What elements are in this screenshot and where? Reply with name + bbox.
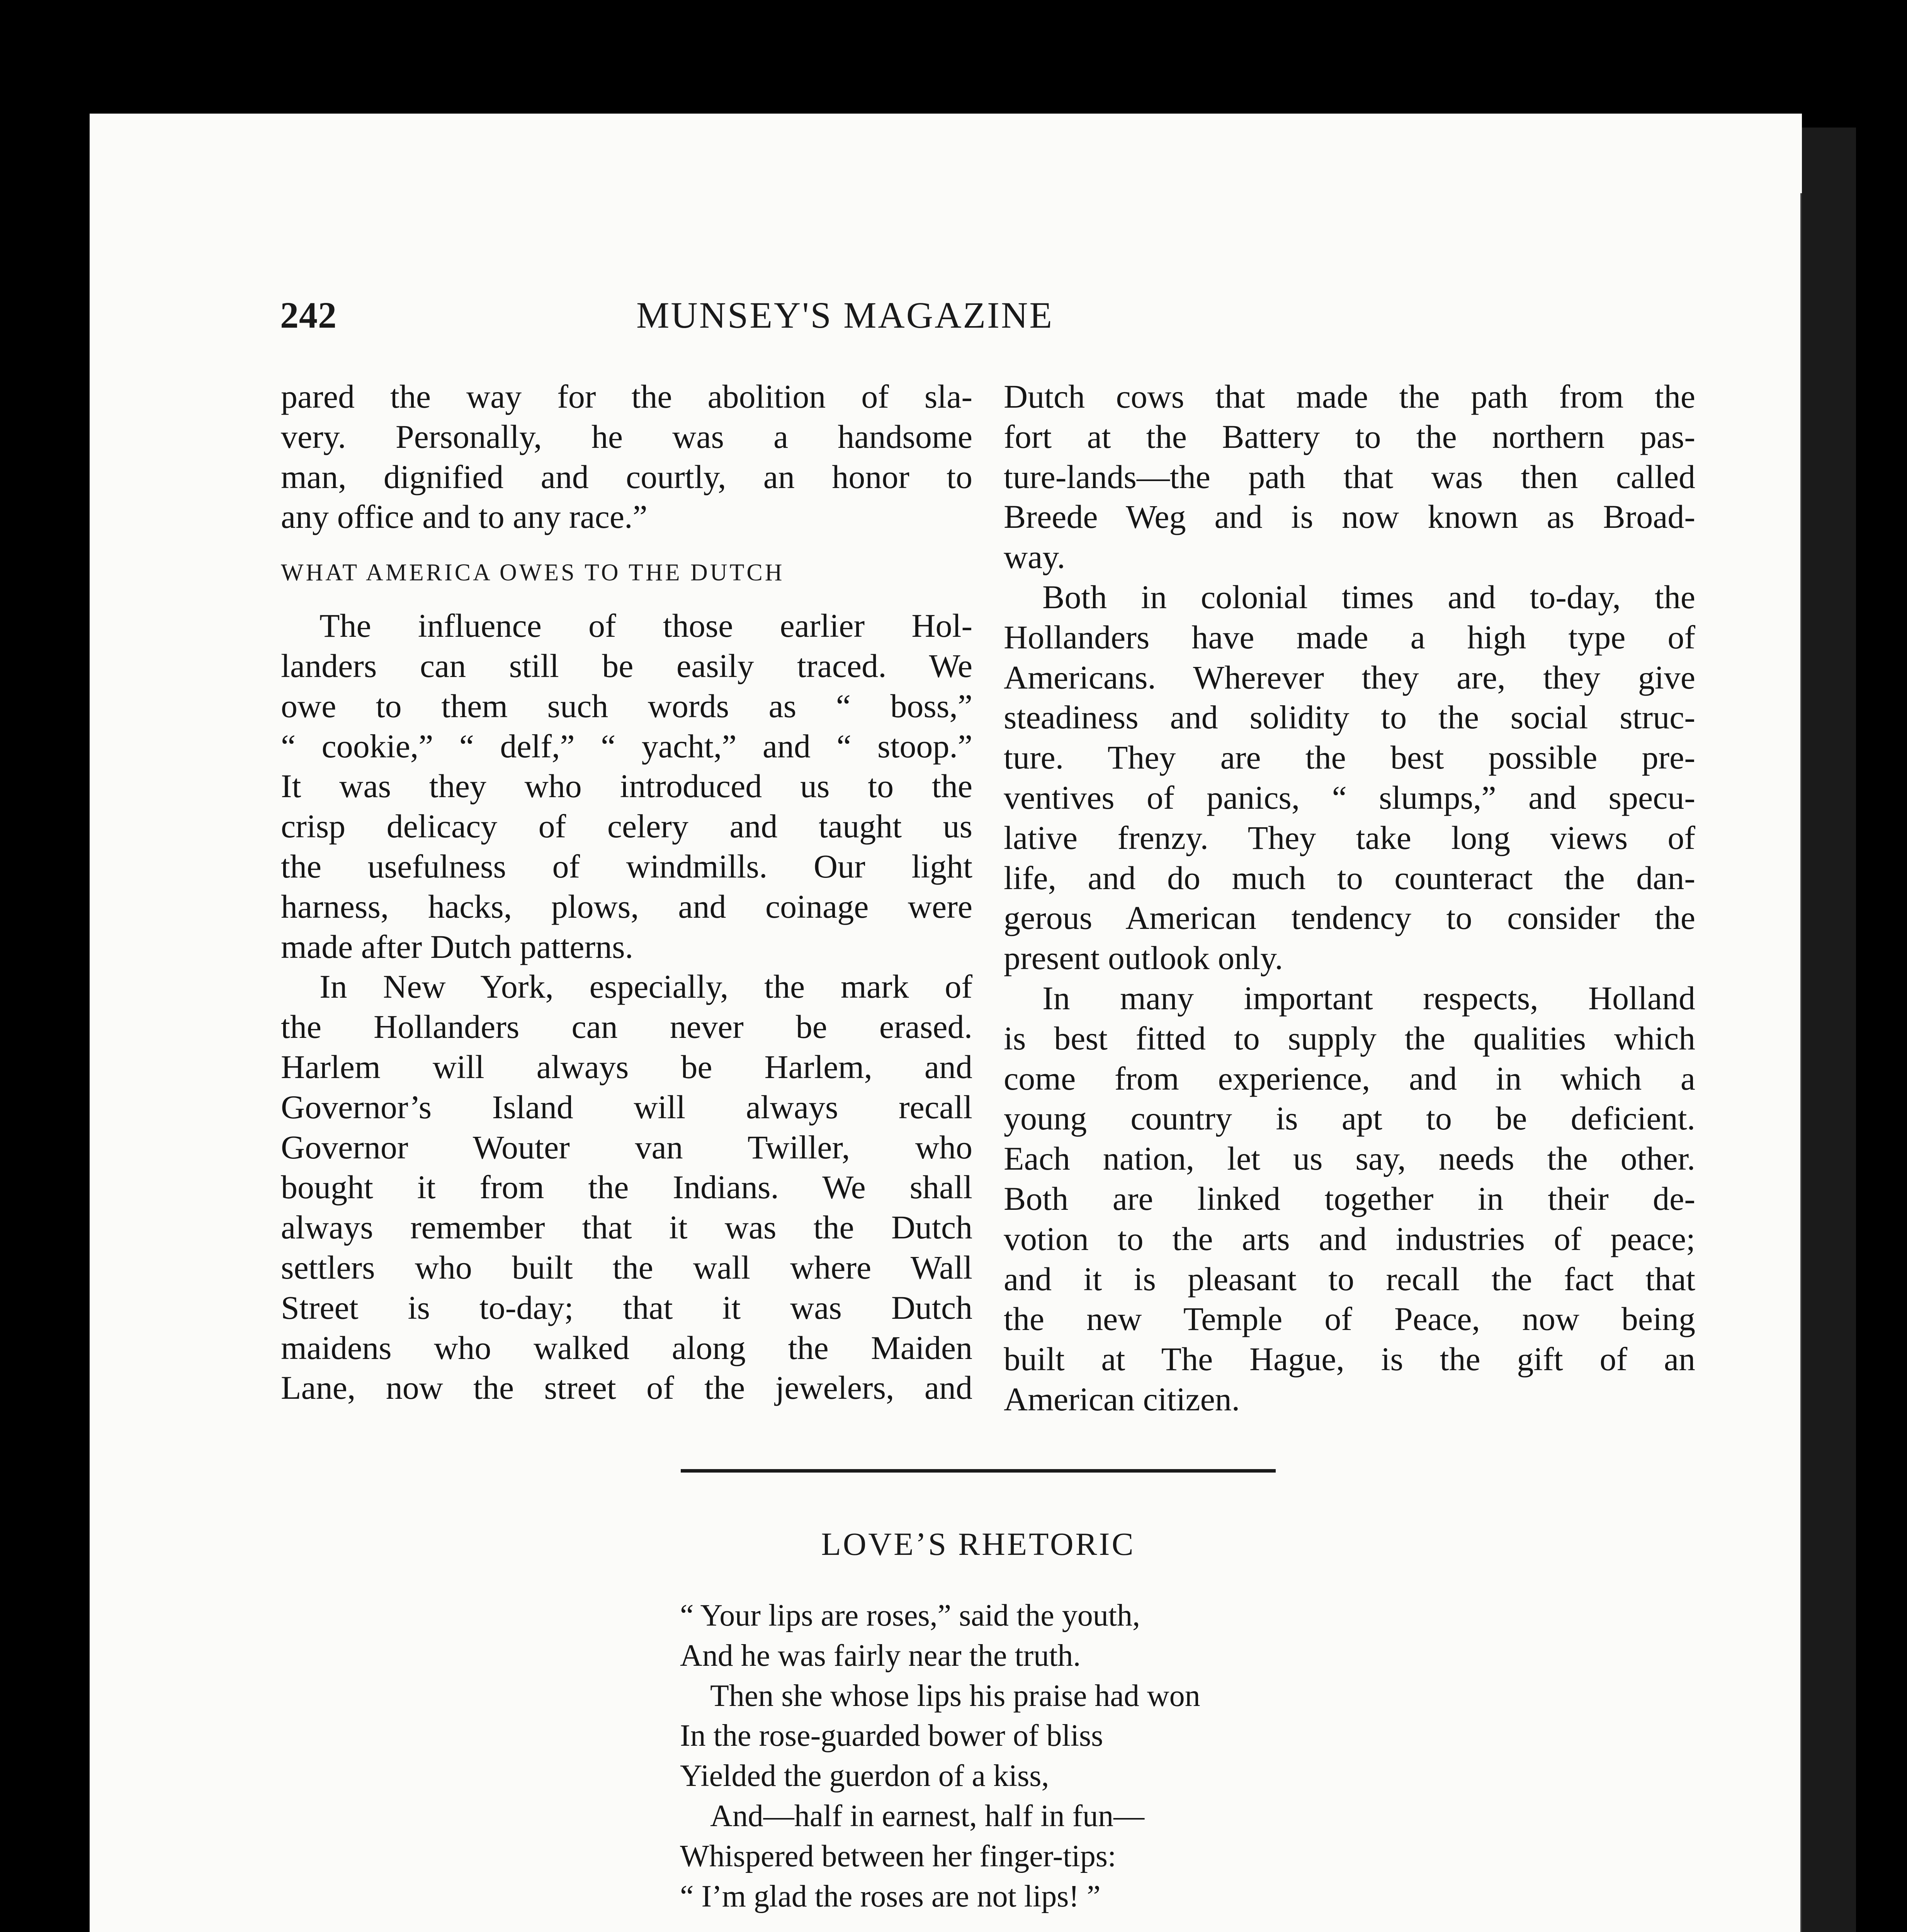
text-line: gerous American tendency to consider the bbox=[1004, 899, 1695, 937]
text-line: ture. They are the best possible pre- bbox=[1004, 739, 1695, 776]
text-line: the new Temple of Peace, now being bbox=[1004, 1300, 1695, 1338]
text-line: Both are linked together in their de- bbox=[1004, 1180, 1695, 1217]
poem-line: And he was fairly near the truth. bbox=[680, 1638, 1081, 1673]
paragraph bbox=[281, 967, 972, 1408]
text-line: fort at the Battery to the northern pas- bbox=[1004, 418, 1695, 455]
text-line: Both in colonial times and to-day, the bbox=[1042, 578, 1695, 616]
text-line: very. Personally, he was a handsome bbox=[281, 418, 972, 455]
text-line: man, dignified and courtly, an honor to bbox=[281, 458, 972, 495]
running-head bbox=[192, 294, 1598, 344]
text-line: harness, hacks, plows, and coinage were bbox=[281, 888, 972, 925]
text-line: American citizen. bbox=[1004, 1380, 1240, 1418]
section-divider-rule bbox=[681, 1469, 1276, 1473]
page-edge bbox=[1802, 128, 1856, 1932]
text-line: ventives of panics, “ slumps,” and specu- bbox=[1004, 779, 1695, 816]
section-heading: WHAT AMERICA OWES TO THE DUTCH bbox=[281, 560, 785, 586]
text-line: steadiness and solidity to the social struc- bbox=[1004, 699, 1695, 736]
text-line: Breede Weg and is now known as Broad- bbox=[1004, 498, 1695, 536]
poem-line: And—half in earnest, half in fun— bbox=[710, 1799, 1145, 1833]
text-line: any office and to any race.” bbox=[281, 498, 648, 536]
right-column bbox=[1004, 377, 1695, 1420]
text-line: Governor’s Island will always recall bbox=[281, 1088, 972, 1126]
paragraph bbox=[1004, 377, 1695, 577]
text-line: votion to the arts and industries of peace; bbox=[1004, 1220, 1695, 1257]
text-line: It was they who introduced us to the bbox=[281, 767, 972, 805]
text-line: “ cookie,” “ delf,” “ yacht,” and “ stoop.” bbox=[281, 727, 972, 765]
text-line: Street is to-day; that it was Dutch bbox=[281, 1289, 972, 1326]
text-line: always remember that it was the Dutch bbox=[281, 1209, 972, 1246]
text-line: present outlook only. bbox=[1004, 939, 1283, 977]
text-line: Governor Wouter van Twiller, who bbox=[281, 1128, 972, 1166]
text-line: Dutch cows that made the path from the bbox=[1004, 378, 1695, 415]
text-line: the Hollanders can never be erased. bbox=[281, 1008, 972, 1046]
poem-line: “ Your lips are roses,” said the youth, bbox=[680, 1599, 1140, 1633]
text-line: Hollanders have made a high type of bbox=[1004, 618, 1695, 656]
text-line: The influence of those earlier Hol- bbox=[320, 607, 972, 645]
text-line: owe to them such words as “ boss,” bbox=[281, 687, 972, 724]
text-line: way. bbox=[1004, 538, 1066, 576]
text-line: lative frenzy. They take long views of bbox=[1004, 819, 1695, 856]
text-line: bought it from the Indians. We shall bbox=[281, 1168, 972, 1206]
text-line: built at The Hague, is the gift of an bbox=[1004, 1340, 1695, 1378]
text-line: life, and do much to counteract the dan- bbox=[1004, 859, 1695, 896]
paragraph bbox=[1004, 577, 1695, 978]
text-line: ture-lands—the path that was then called bbox=[1004, 458, 1695, 495]
text-line: crisp delicacy of celery and taught us bbox=[281, 808, 972, 845]
poem-line: In the rose-guarded bower of bliss bbox=[680, 1719, 1103, 1753]
paragraph bbox=[281, 606, 972, 967]
text-line: made after Dutch patterns. bbox=[281, 928, 634, 965]
text-line: is best fitted to supply the qualities which bbox=[1004, 1019, 1695, 1057]
text-line: come from experience, and in which a bbox=[1004, 1060, 1695, 1097]
text-line: the usefulness of windmills. Our light bbox=[281, 847, 972, 885]
poem-title: LOVE’S RHETORIC bbox=[821, 1526, 1135, 1562]
poem-line: Yielded the guerdon of a kiss, bbox=[680, 1759, 1049, 1793]
poem-line: Whispered between her finger-tips: bbox=[680, 1839, 1117, 1873]
text-line: settlers who built the wall where Wall bbox=[281, 1248, 972, 1286]
poem-line: Then she whose lips his praise had won bbox=[710, 1679, 1200, 1713]
left-column bbox=[281, 377, 972, 1408]
text-line: In New York, especially, the mark of bbox=[320, 968, 972, 1005]
poem-stanza bbox=[680, 1596, 1569, 1917]
poem-line: “ I’m glad the roses are not lips! ” bbox=[680, 1879, 1101, 1913]
text-line: Harlem will always be Harlem, and bbox=[281, 1048, 972, 1085]
paragraph bbox=[281, 377, 972, 537]
text-line: Each nation, let us say, needs the other. bbox=[1004, 1140, 1695, 1177]
text-line: and it is pleasant to recall the fact that bbox=[1004, 1260, 1695, 1298]
magazine-title: MUNSEY'S MAGAZINE bbox=[636, 294, 1054, 336]
text-line: landers can still be easily traced. We bbox=[281, 647, 972, 684]
text-line: Americans. Wherever they are, they give bbox=[1004, 658, 1695, 696]
page-number: 242 bbox=[280, 294, 337, 336]
text-line: In many important respects, Holland bbox=[1042, 979, 1695, 1017]
text-line: pared the way for the abolition of sla- bbox=[281, 378, 972, 415]
text-line: young country is apt to be deficient. bbox=[1004, 1100, 1695, 1137]
poem-body bbox=[680, 1596, 1569, 1932]
text-line: Lane, now the street of the jewelers, and bbox=[281, 1369, 972, 1406]
paragraph bbox=[1004, 978, 1695, 1420]
text-line: maidens who walked along the Maiden bbox=[281, 1329, 972, 1366]
